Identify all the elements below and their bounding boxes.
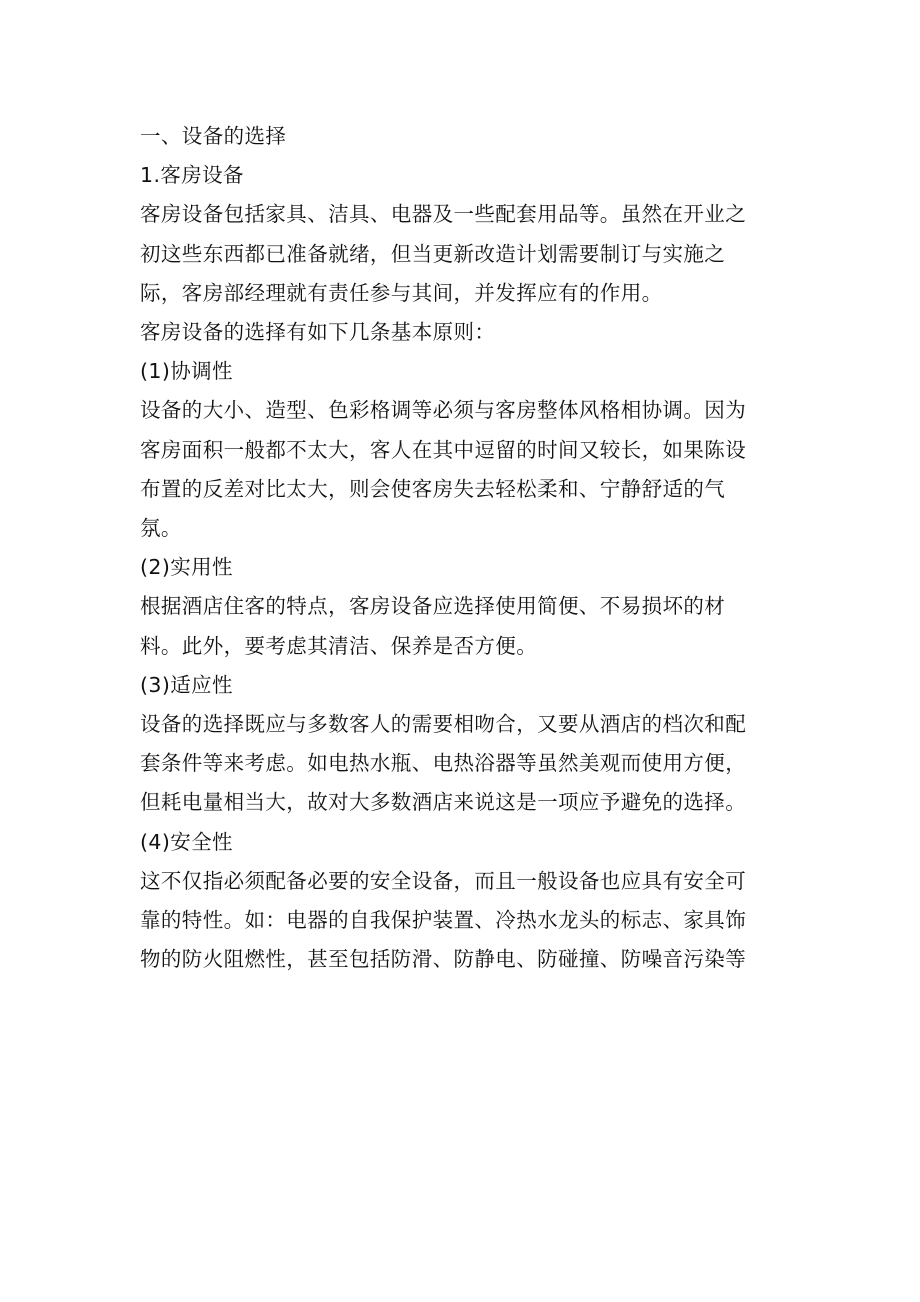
subsection-title: 1.客房设备 [140,163,244,188]
intro-line: 初这些东西都已准备就绪，但当更新改造计划需要制订与实施之 [140,241,726,266]
principle-title-coordination: (1)协调性 [140,359,233,384]
document-body [140,117,780,979]
principle-line: 设备的大小、造型、色彩格调等必须与客房整体风格相协调。因为 [140,398,747,423]
section-title: 一、设备的选择 [140,124,287,148]
intro-line: 际，客房部经理就有责任参与其间，并发挥应有的作用。 [140,280,663,305]
principle-line: 布置的反差对比太大，则会使客房失去轻松柔和、宁静舒适的气 [140,476,726,501]
principle-line: 物的防火阻燃性，甚至包括防滑、防静电、防碰撞、防噪音污染等 [140,947,747,972]
principle-line: 但耗电量相当大，故对大多数酒店来说这是一项应予避免的选择。 [140,790,747,815]
principle-line: 设备的选择既应与多数客人的需要相吻合，又要从酒店的档次和配 [140,712,747,737]
principle-line: 氛。 [140,516,182,541]
principle-line: 套条件等来考虑。如电热水瓶、电热浴器等虽然美观而使用方便， [140,751,747,776]
principle-title-adaptability: (3)适应性 [140,672,233,697]
principle-line: 根据酒店住客的特点，客房设备应选择使用简便、不易损坏的材 [140,594,726,619]
intro-line: 客房设备包括家具、洁具、电器及一些配套用品等。虽然在开业之 [140,202,747,227]
principle-line: 料。此外，要考虑其清洁、保养是否方便。 [140,633,538,658]
principles-intro: 客房设备的选择有如下几条基本原则： [140,320,496,345]
principle-line: 靠的特性。如：电器的自我保护装置、冷热水龙头的标志、家具饰 [140,908,747,933]
principle-line: 客房面积一般都不太大，客人在其中逗留的时间又较长，如果陈设 [140,437,747,462]
principle-title-practicality: (2)实用性 [140,555,233,580]
principle-line: 这不仅指必须配备必要的安全设备，而且一般设备也应具有安全可 [140,868,747,893]
principle-title-safety: (4)安全性 [140,829,233,854]
